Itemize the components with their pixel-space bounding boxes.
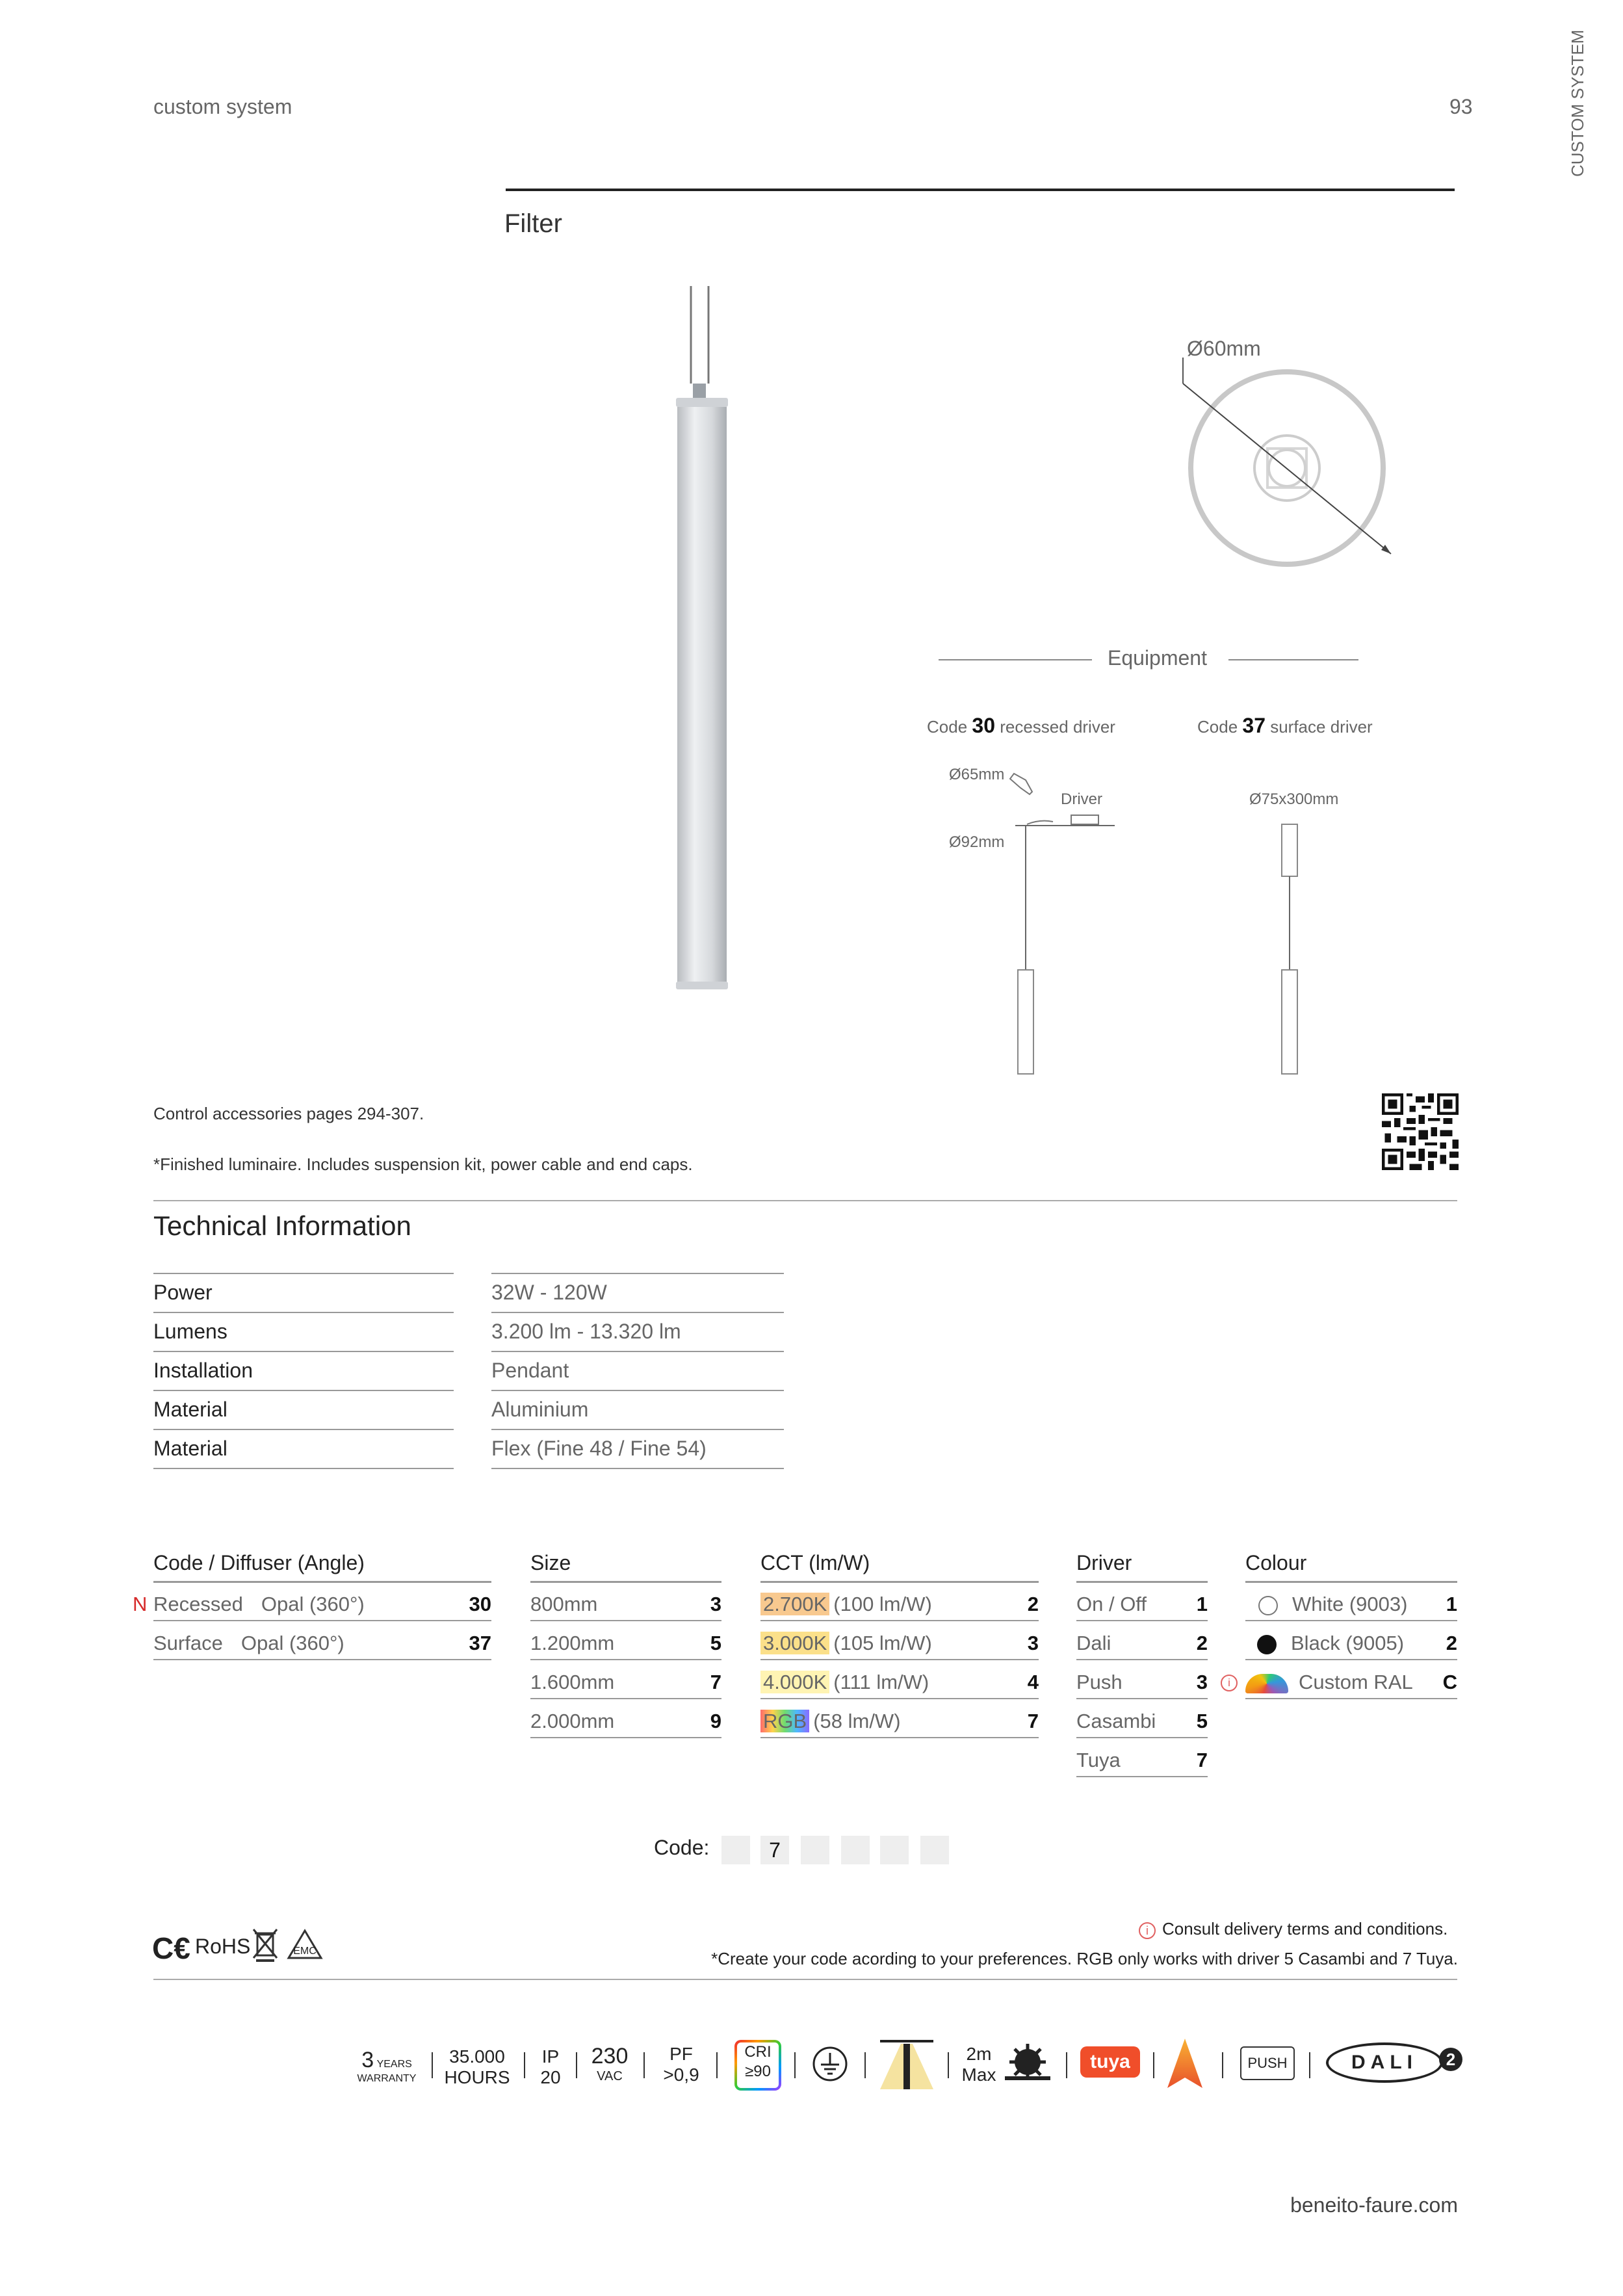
diffuser-row-rule (153, 1620, 491, 1621)
cct-efficacy: (105 lm/W) (833, 1632, 932, 1654)
size-option[interactable] (530, 1632, 721, 1660)
page-number: 93 (1449, 95, 1473, 118)
sep (432, 2052, 433, 2078)
cct-option[interactable] (760, 1671, 1039, 1699)
size-label: 800mm (530, 1593, 598, 1615)
tech-label: Installation (153, 1359, 253, 1382)
hours-num: 35.000 (449, 2046, 505, 2067)
code37-caption (1197, 714, 1373, 738)
driver-row-rule (1076, 1620, 1208, 1621)
sep (1066, 2052, 1067, 2078)
create-note: *Create your code acording to your preferences. RGB only works with driver 5 Casambi and 7 Tuya. (711, 1949, 1458, 1968)
equipment-rule-right (1228, 659, 1358, 660)
code37-prefix: Code (1197, 717, 1238, 737)
driver-code: 2 (1196, 1632, 1208, 1654)
warranty-label: WARRANTY (357, 2073, 417, 2084)
sep (948, 2052, 949, 2078)
colour-code: 1 (1446, 1593, 1457, 1615)
weee-bin-icon (252, 1927, 278, 1962)
luminaire-image (663, 280, 741, 995)
driver-code: 5 (1196, 1710, 1208, 1732)
driver-option[interactable] (1076, 1671, 1208, 1699)
tech-rule-right (491, 1312, 784, 1313)
tech-rule-left (153, 1468, 454, 1469)
driver-header: Driver (1076, 1551, 1132, 1574)
code37-label: surface driver (1270, 717, 1373, 737)
ip-value: 20 (540, 2067, 561, 2087)
section-diagram (1170, 351, 1404, 572)
tech-label: Power (153, 1281, 213, 1304)
size-code: 5 (710, 1632, 721, 1654)
black-swatch-icon (1257, 1635, 1277, 1654)
hours-label: HOURS (444, 2067, 510, 2087)
emc-text: EMC (293, 1946, 317, 1957)
size-code: 9 (710, 1710, 721, 1732)
driver-label: Tuya (1076, 1749, 1121, 1771)
code-box-4[interactable] (841, 1836, 870, 1864)
ip-label: IP (541, 2046, 560, 2067)
cct-efficacy: (100 lm/W) (833, 1593, 932, 1615)
sep (1222, 2052, 1223, 2078)
ip-icon (533, 2046, 568, 2088)
pf-label: PF (669, 2044, 693, 2064)
d65-label: Ø65mm (949, 766, 1005, 783)
equipment-title: Equipment (1108, 646, 1207, 670)
code-box-6[interactable] (920, 1836, 949, 1864)
mount-type: Surface (153, 1632, 223, 1654)
driver-code: 1 (1196, 1593, 1208, 1615)
tech-rule-right (491, 1351, 784, 1352)
d75-label: Ø75x300mm (1249, 790, 1339, 808)
tech-rule-left (153, 1273, 454, 1274)
size-row-rule (530, 1620, 721, 1621)
white-swatch-icon (1258, 1596, 1278, 1615)
title-rule (506, 189, 1455, 191)
size-header: Size (530, 1551, 571, 1574)
colour-label: White (9003) (1292, 1593, 1408, 1615)
ral-fan-icon (1245, 1674, 1288, 1693)
hours-icon (441, 2046, 513, 2088)
code30-label: recessed driver (1000, 717, 1115, 737)
driver-label: On / Off (1076, 1593, 1147, 1615)
light-beam-icon (877, 2037, 936, 2092)
cct-efficacy: (58 lm/W) (813, 1710, 901, 1732)
pf-value: >0,9 (663, 2065, 699, 2085)
warranty-years: YEARS (376, 2059, 412, 2070)
voltage-unit: VAC (597, 2069, 623, 2083)
colour-code: 2 (1446, 1632, 1457, 1654)
casambi-logo (1166, 2037, 1204, 2089)
section-title: custom system (153, 95, 292, 118)
colour-row-rule (1245, 1659, 1457, 1660)
mount-type: Recessed (153, 1593, 243, 1615)
size-label: 1.200mm (530, 1632, 615, 1654)
cct-row-rule (760, 1659, 1039, 1660)
size-label: 2.000mm (530, 1710, 615, 1732)
finished-note: *Finished luminaire. Includes suspension kit, power cable and end caps. (153, 1155, 693, 1174)
delivery-note (1139, 1919, 1448, 1939)
custom-ral-info-icon[interactable]: i (1221, 1675, 1238, 1691)
cct-code: 4 (1027, 1671, 1039, 1693)
colour-row-rule (1245, 1698, 1457, 1699)
colour-header-rule (1245, 1581, 1457, 1583)
size-label: 1.600mm (530, 1671, 615, 1693)
tech-value: 32W - 120W (491, 1281, 607, 1304)
driver-row-rule (1076, 1698, 1208, 1699)
cct-option[interactable] (760, 1632, 1039, 1660)
cri-label: CRI (744, 2043, 772, 2061)
cri-icon (734, 2040, 781, 2091)
size-option[interactable] (530, 1593, 721, 1621)
driver-label: Push (1076, 1671, 1123, 1693)
cct-chip: RGB (760, 1710, 809, 1732)
code30-number: 30 (972, 714, 995, 737)
equipment-rule-left (939, 659, 1092, 660)
cct-chip: 4.000K (760, 1671, 829, 1693)
driver-code: 3 (1196, 1671, 1208, 1693)
driver-option[interactable] (1076, 1593, 1208, 1621)
notes-rule (153, 1200, 1457, 1201)
emc-icon (286, 1928, 324, 1961)
equipment-drawings (1001, 761, 1404, 1086)
tech-label: Material (153, 1398, 227, 1421)
colour-header: Colour (1245, 1551, 1307, 1574)
cct-chip: 3.000K (760, 1632, 829, 1654)
size-row-rule (530, 1737, 721, 1738)
tech-label: Material (153, 1437, 227, 1460)
warranty-icon (351, 2048, 422, 2085)
driver-label: Casambi (1076, 1710, 1156, 1732)
diffuser-header-rule (153, 1581, 491, 1583)
side-tab: CUSTOM SYSTEM (1568, 29, 1587, 177)
cct-efficacy: (111 lm/W) (833, 1671, 929, 1693)
qr-code[interactable] (1382, 1093, 1459, 1170)
size-header-rule (530, 1581, 721, 1583)
size-row-rule (530, 1698, 721, 1699)
diffuser-option[interactable] (153, 1593, 491, 1621)
max-distance-icon (958, 2044, 1000, 2085)
info-icon: i (1139, 1922, 1156, 1939)
cct-header-rule (760, 1581, 1039, 1583)
driver-row-rule (1076, 1737, 1208, 1738)
footnote-rule (153, 1979, 1457, 1980)
cct-code: 7 (1027, 1710, 1039, 1732)
driver-option[interactable] (1076, 1749, 1208, 1777)
code-box-1[interactable] (721, 1836, 750, 1864)
diffuser-row-rule (153, 1659, 491, 1660)
colour-label: Custom RAL (1299, 1671, 1413, 1693)
driver-label: Driver (1061, 790, 1102, 808)
max-num: 2m (966, 2044, 992, 2064)
diffuser-code: 37 (469, 1632, 491, 1654)
tech-rule-right (491, 1468, 784, 1469)
tech-rule-right (491, 1429, 784, 1430)
cct-row-rule (760, 1620, 1039, 1621)
tech-value: 3.200 lm - 13.320 lm (491, 1320, 681, 1343)
voltage-icon (585, 2044, 634, 2084)
colour-code: C (1442, 1671, 1457, 1693)
sep (1153, 2052, 1154, 2078)
colour-row-rule (1245, 1620, 1457, 1621)
tech-rule-left (153, 1312, 454, 1313)
tech-rule-left (153, 1351, 454, 1352)
sep (716, 2052, 718, 2078)
cct-chip: 2.700K (760, 1593, 829, 1615)
code-box-3[interactable] (801, 1836, 829, 1864)
sep (524, 2052, 525, 2078)
diffuser-option[interactable] (153, 1632, 491, 1660)
diameter-label: Ø60mm (1187, 337, 1261, 360)
max-label: Max (961, 2065, 996, 2085)
colour-label: Black (9005) (1291, 1632, 1405, 1654)
voltage-value: 230 (591, 2044, 629, 2068)
rohs-label: RoHS (195, 1935, 251, 1958)
diffuser-type: Opal (360°) (261, 1593, 365, 1615)
warranty-num: 3 (361, 2048, 374, 2072)
diffuser-code: 30 (469, 1593, 491, 1615)
code30-caption (927, 714, 1115, 738)
ground-icon (811, 2045, 849, 2083)
sep (643, 2052, 645, 2078)
driver-code: 7 (1196, 1749, 1208, 1771)
cct-row-rule (760, 1737, 1039, 1738)
driver-label: Dali (1076, 1632, 1111, 1654)
code30-prefix: Code (927, 717, 968, 737)
cct-code: 2 (1027, 1593, 1039, 1615)
website-link[interactable]: beneito-faure.com (1290, 2193, 1458, 2217)
size-option[interactable] (530, 1671, 721, 1699)
colour-option[interactable] (1245, 1593, 1457, 1621)
sep (794, 2052, 796, 2078)
code-builder-label: Code: (654, 1836, 710, 1859)
tech-rule-right (491, 1273, 784, 1274)
control-note: Control accessories pages 294-307. (153, 1104, 424, 1123)
tech-title: Technical Information (153, 1210, 411, 1241)
cri-value: ≥90 (745, 2063, 771, 2080)
driver-option[interactable] (1076, 1710, 1208, 1738)
dali-logo: DALI (1326, 2042, 1443, 2083)
sep (576, 2052, 577, 2078)
d92-label: Ø92mm (949, 833, 1005, 851)
product-title: Filter (504, 209, 562, 238)
size-code: 7 (710, 1671, 721, 1693)
size-option[interactable] (530, 1710, 721, 1738)
cct-header: CCT (lm/W) (760, 1551, 870, 1574)
tech-value: Pendant (491, 1359, 569, 1382)
tech-rule-left (153, 1390, 454, 1391)
push-icon: PUSH (1240, 2046, 1295, 2080)
ce-mark-icon: C€ (152, 1931, 190, 1965)
driver-row-rule (1076, 1776, 1208, 1777)
cct-option[interactable] (760, 1710, 1039, 1738)
code-box-5[interactable] (880, 1836, 909, 1864)
tech-rule-left (153, 1429, 454, 1430)
driver-option[interactable] (1076, 1632, 1208, 1660)
diffuser-header: Code / Diffuser (Angle) (153, 1551, 365, 1574)
dali-version-badge: 2 (1439, 2048, 1462, 2071)
sep (864, 2052, 866, 2078)
size-row-rule (530, 1659, 721, 1660)
tech-value: Flex (Fine 48 / Fine 54) (491, 1437, 707, 1460)
pf-icon (655, 2044, 707, 2085)
colour-option[interactable] (1245, 1632, 1457, 1660)
driver-header-rule (1076, 1581, 1208, 1583)
colour-option[interactable] (1245, 1671, 1457, 1699)
size-code: 3 (710, 1593, 721, 1615)
cct-row-rule (760, 1698, 1039, 1699)
cct-code: 3 (1027, 1632, 1039, 1654)
tuya-logo: tuya (1080, 2046, 1140, 2078)
cct-option[interactable] (760, 1593, 1039, 1621)
driver-row-rule (1076, 1659, 1208, 1660)
code37-number: 37 (1242, 714, 1266, 737)
diffuser-type: Opal (360°) (240, 1632, 344, 1654)
saw-blade-icon (1004, 2041, 1052, 2084)
delivery-text: Consult delivery terms and conditions. (1162, 1919, 1448, 1938)
tech-label: Lumens (153, 1320, 227, 1343)
code-box-2: 7 (760, 1836, 789, 1864)
tech-rule-right (491, 1390, 784, 1391)
new-badge: N (133, 1593, 148, 1615)
sep (1309, 2052, 1310, 2078)
tech-value: Aluminium (491, 1398, 589, 1421)
